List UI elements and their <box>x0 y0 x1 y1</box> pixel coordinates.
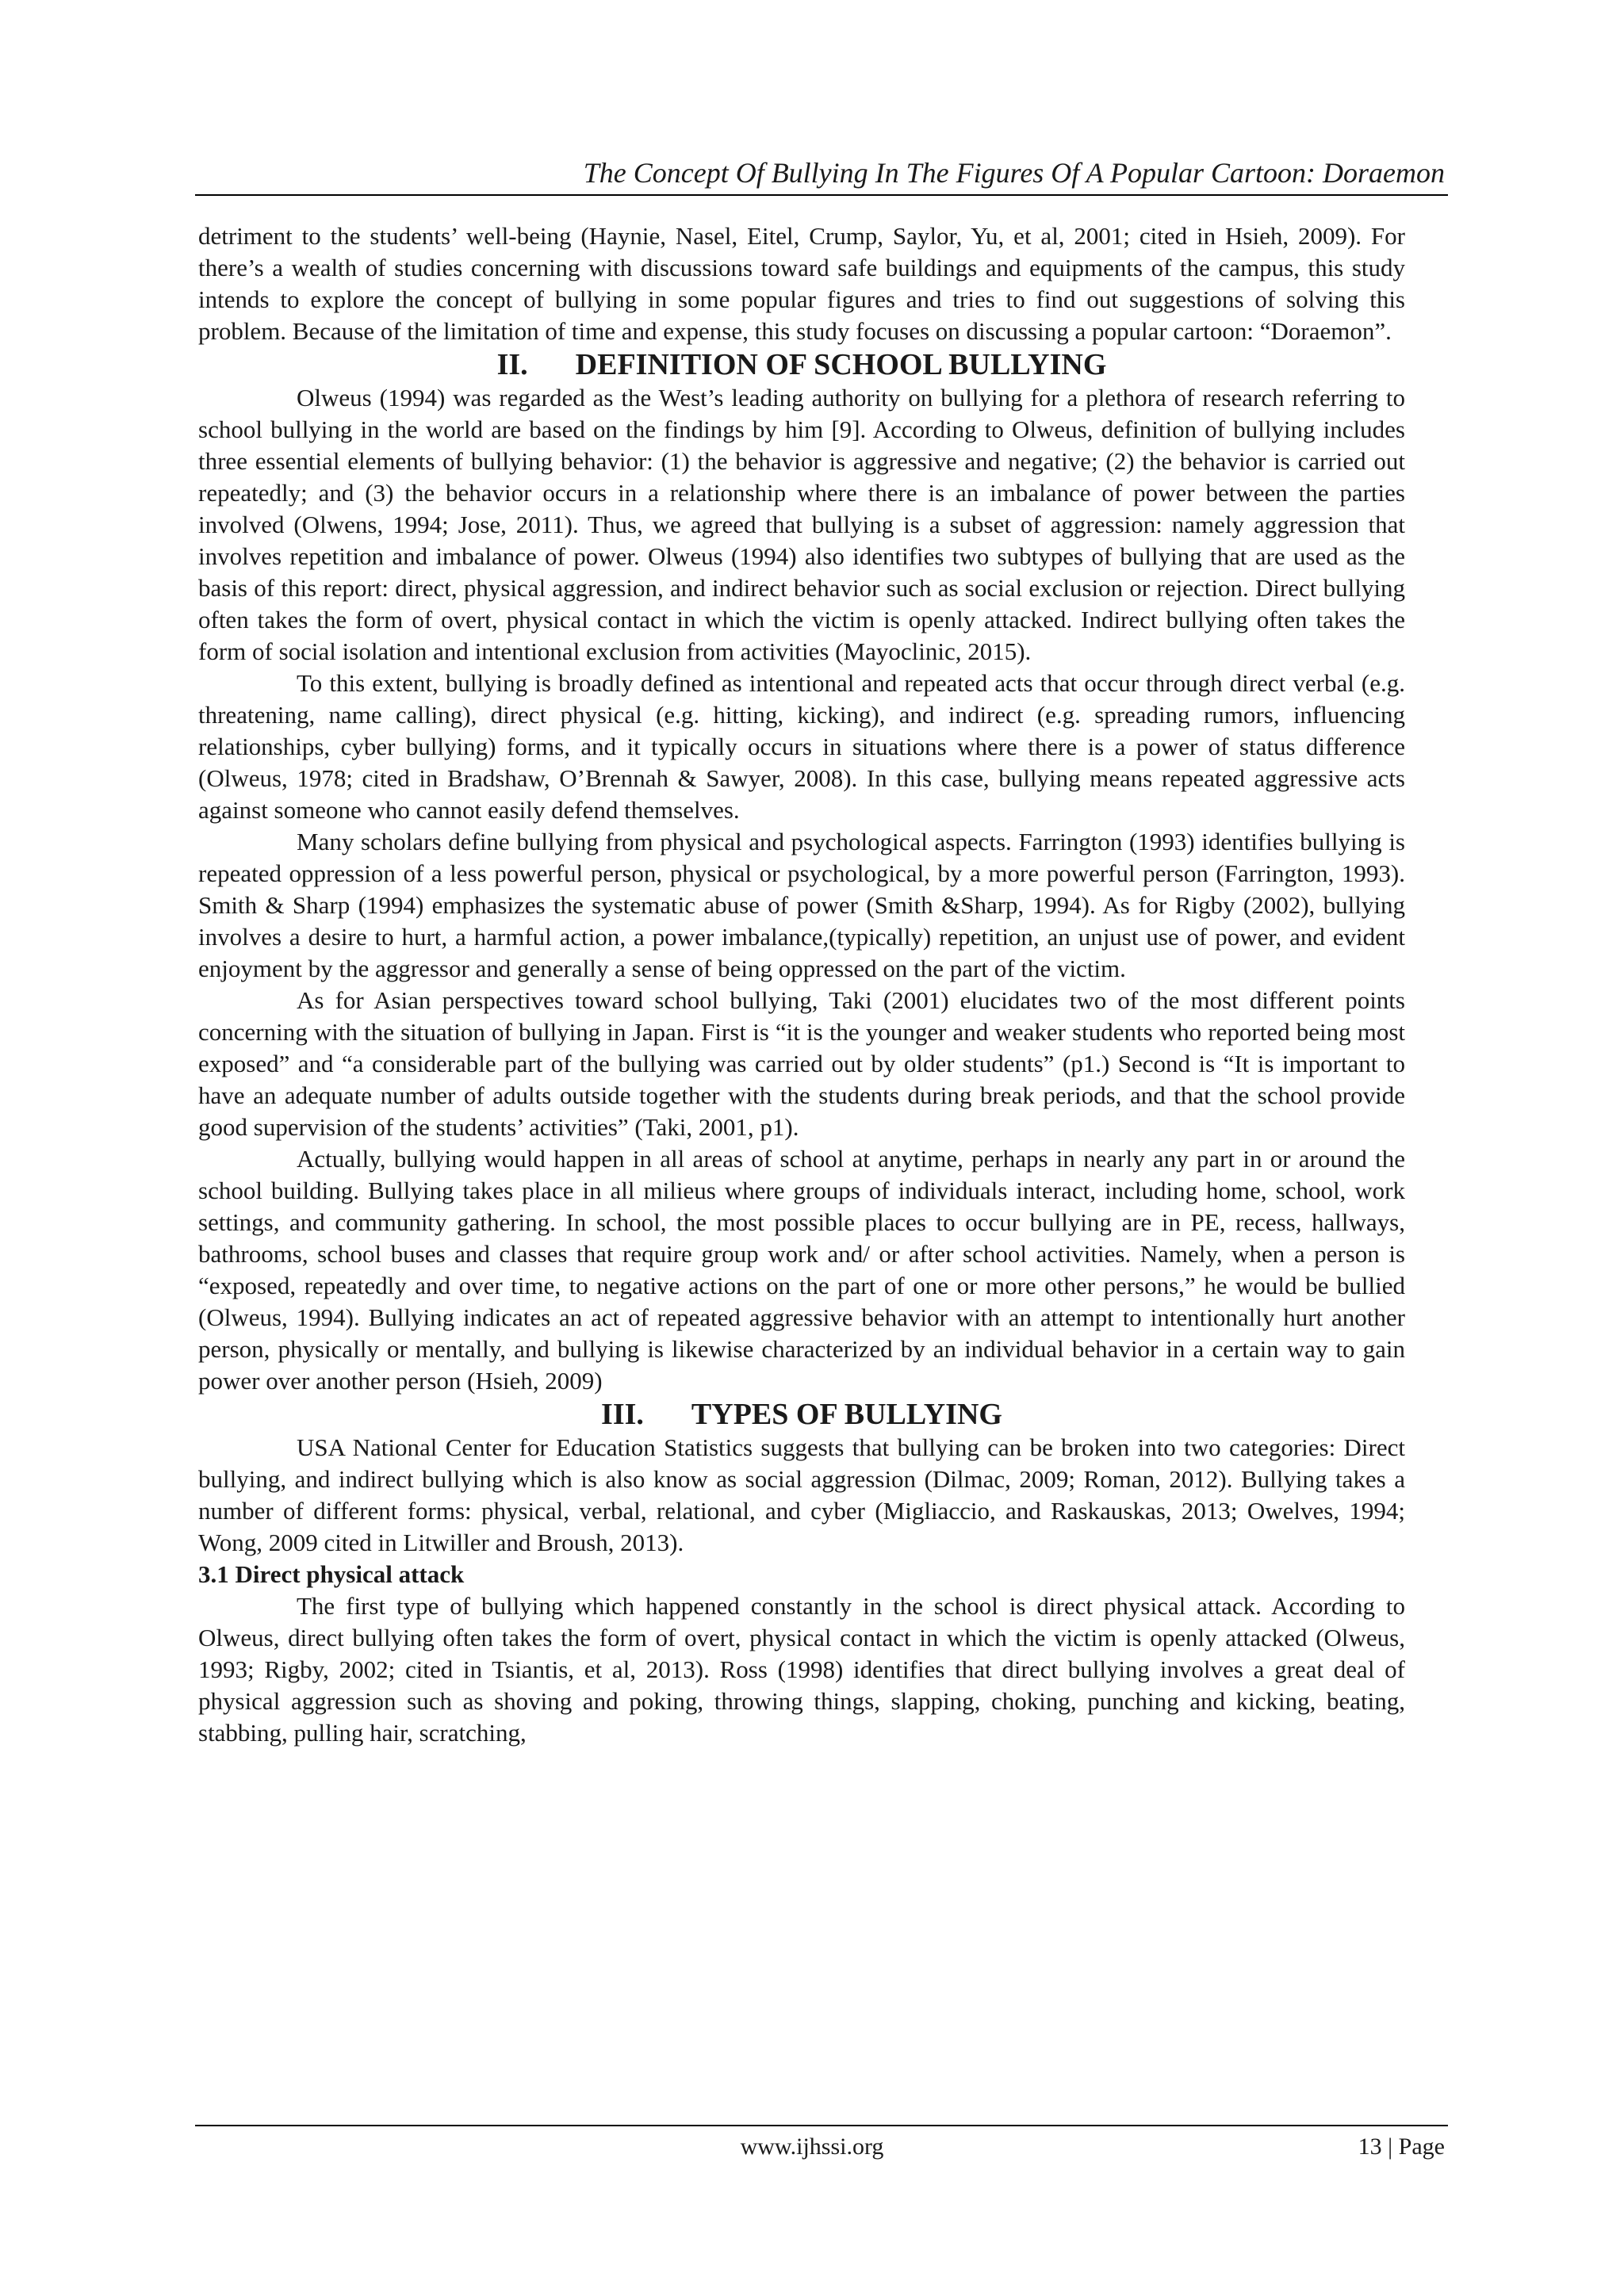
section-heading-types <box>198 1397 1405 1432</box>
paragraph: USA National Center for Education Statistics suggests that bullying can be broken into two categories: Direct bullying, and indirect bullying which is also know as social aggression (Dilmac, 2009; Roman, 2012). Bullying takes a number of different forms: physical, verbal, relational, and cyber (Migliaccio, and Raskauskas, 2013; Owelves, 1994; Wong, 2009 cited in Litwiller and Broush, 2013). <box>198 1433 1405 1556</box>
running-title: The Concept Of Bullying In The Figures Of A Popular Cartoon: Doraemon <box>583 157 1445 189</box>
paragraph: The first type of bullying which happened constantly in the school is direct physical attack. According to Olweus, direct bullying often takes the form of overt, physical contact in which the victim is openly attacked (Olweus, 1993; Rigby, 2002; cited in Tsiantis, et al, 2013). Ross (1998) identifies that direct bullying involves a great deal of physical aggression such as shoving and poking, throwing things, slapping, choking, punching and kicking, beating, stabbing, pulling hair, scratching, <box>198 1592 1405 1747</box>
section-number: II. <box>496 348 528 381</box>
section-number: III. <box>601 1398 644 1431</box>
article-body <box>198 220 1405 1749</box>
intro-paragraph: detriment to the students’ well-being (Haynie, Nasel, Eitel, Crump, Saylor, Yu, et al, 2001; cited in Hsieh, 2009). For there’s a wealth of studies concerning with discussions toward safe buildings and equipments of the campus, this study intends to explore the concept of bullying in some popular figures and tries to find out suggestions of solving this problem. Because of the limitation of time and expense, this study focuses on discussing a popular cartoon: “Doraemon”. <box>198 222 1405 345</box>
section-heading-definition <box>198 347 1405 382</box>
paragraph: Olweus (1994) was regarded as the West’s leading authority on bullying for a plethora of research referring to school bullying in the world are based on the findings by him [9]. According to Olweus, definition of bullying includes three essential elements of bullying behavior: (1) the behavior is aggressive and negative; (2) the behavior is carried out repeatedly; and (3) the behavior occurs in a relationship where there is an imbalance of power between the parties involved (Olwens, 1994; Jose, 2011). Thus, we agreed that bullying is a subset of aggression: namely aggression that involves repetition and imbalance of power. Olweus (1994) also identifies two subtypes of bullying that are used as the basis of this report: direct, physical aggression, and indirect behavior such as social exclusion or rejection. Direct bullying often takes the form of overt, physical contact in which the victim is openly attacked. Indirect bullying often takes the form of social isolation and intentional exclusion from activities (Mayoclinic, 2015). <box>198 384 1405 665</box>
footer-rule <box>195 2125 1448 2126</box>
subsection-heading: 3.1 Direct physical attack <box>198 1560 465 1588</box>
paragraph: Many scholars define bullying from physical and psychological aspects. Farrington (1993) identifies bullying is repeated oppression of a less powerful person, physical or psychological, by a more powerful person (Farrington, 1993). Smith & Sharp (1994) emphasizes the systematic abuse of power (Smith &Sharp, 1994). As for Rigby (2002), bullying involves a desire to hurt, a harmful action, a power imbalance,(typically) repetition, an unjust use of power, and evident enjoyment by the aggressor and generally a sense of being oppressed on the part of the victim. <box>198 828 1405 982</box>
footer-url: www.ijhssi.org <box>740 2133 884 2160</box>
paragraph: Actually, bullying would happen in all areas of school at anytime, perhaps in nearly any part in or around the school building. Bullying takes place in all milieus where groups of individuals interact, including home, school, work settings, and community gathering. In school, the most possible places to occur bullying are in PE, recess, hallways, bathrooms, school buses and classes that require group work and/ or after school activities. Namely, when a person is “exposed, repeatedly and over time, to negative actions on the part of one or more other persons,” he would be bullied (Olweus, 1994). Bullying indicates an act of repeated aggressive behavior with an attempt to intentionally hurt another person, physically or mentally, and bullying is likewise characterized by an individual behavior in a certain way to gain power over another person (Hsieh, 2009) <box>198 1145 1405 1395</box>
paragraph: To this extent, bullying is broadly defined as intentional and repeated acts that occur through direct verbal (e.g. threatening, name calling), direct physical (e.g. hitting, kicking), and indirect (e.g. spreading rumors, influencing relationships, cyber bullying) forms, and it typically occurs in situations where there is a power of status difference (Olweus, 1978; cited in Bradshaw, O’Brennah & Sawyer, 2008). In this case, bullying means repeated aggressive acts against someone who cannot easily defend themselves. <box>198 669 1405 824</box>
page-number: 13 | Page <box>1358 2133 1445 2160</box>
header-rule <box>195 194 1448 196</box>
paragraph: As for Asian perspectives toward school bullying, Taki (2001) elucidates two of the most different points concerning with the situation of bullying in Japan. First is “it is the younger and weaker students who reported being most exposed” and “a considerable part of the bullying was carried out by older students” (p1.) Second is “It is important to have an adequate number of adults outside together with the students during break periods, and that the school provide good supervision of the students’ activities” (Taki, 2001, p1). <box>198 986 1405 1141</box>
section-title: DEFINITION OF SCHOOL BULLYING <box>575 348 1107 381</box>
section-title: TYPES OF BULLYING <box>691 1398 1002 1431</box>
